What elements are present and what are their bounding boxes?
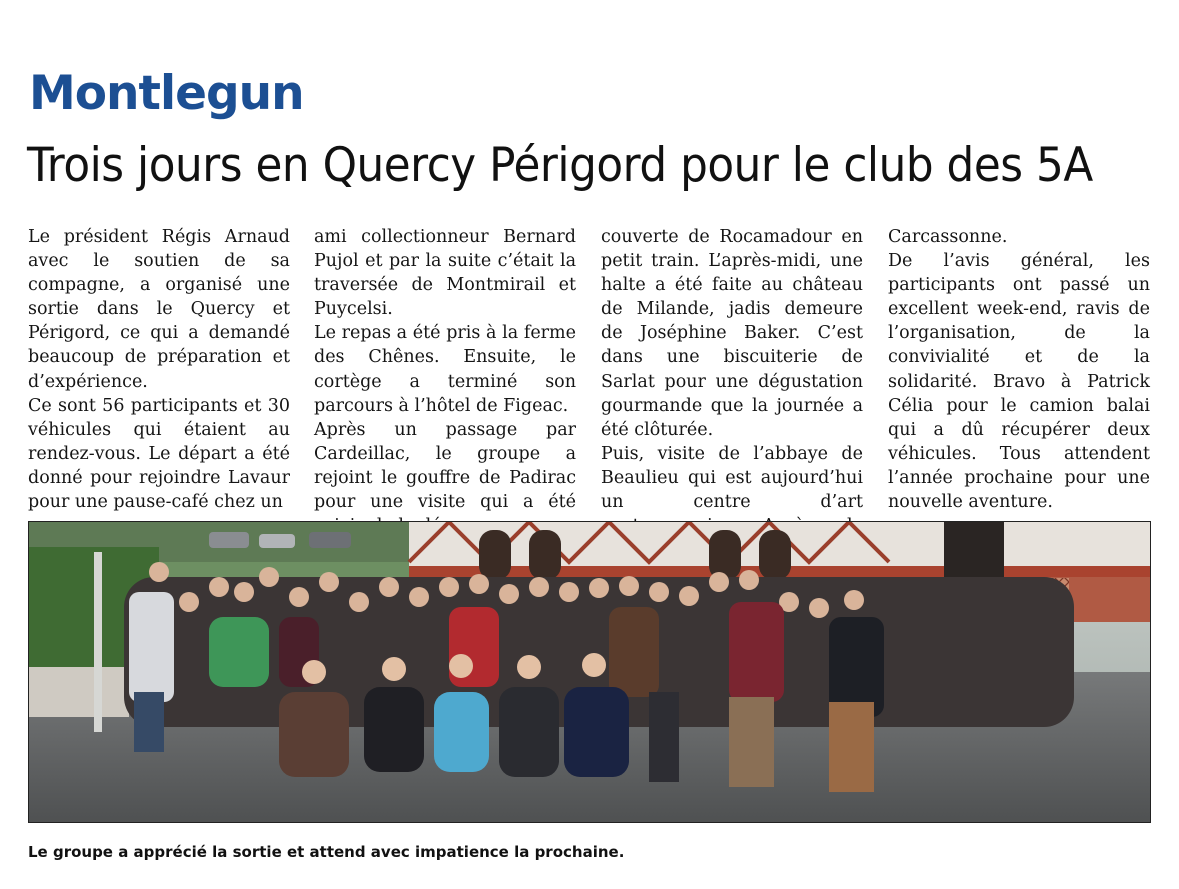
- article-body: [28, 225, 1153, 515]
- photo-caption: Le groupe a apprécié la sortie et attend avec impatience la prochaine.: [28, 843, 625, 861]
- article-column-1: [28, 225, 290, 514]
- paragraph: couverte de Rocamadour en petit train. L’après-midi, une halte a été faite au château de Milande, jadis demeure de Joséphine Baker. C’est dans une biscuiterie de Sarlat pour une dégustation gourmande que la journée a été clôturée.: [601, 227, 863, 440]
- article-column-2: [314, 225, 576, 538]
- paragraph: ami collectionneur Bernard Pujol et par la suite c’était la traversée de Montmirail et Puycelsi.: [314, 227, 576, 320]
- group-photo: [28, 521, 1151, 823]
- article-column-4: [888, 225, 1150, 540]
- article-column-3: [601, 225, 863, 562]
- paragraph: Le président Régis Arnaud avec le soutien de sa compagne, a organisé une sortie dans le Quercy et Périgord, ce qui a demandé beaucoup de préparation et d’expérience.: [28, 227, 290, 392]
- article-kicker: Montlegun: [29, 66, 304, 121]
- paragraph: De l’avis général, les participants ont passé un excellent week-end, ravis de l’organisation, de la convivialité et de la solidarité. Bravo à Patrick Célia pour le camion balai qui a dû récupérer deux véhicules. Tous attendent l’année prochaine pour une nouvelle aventure.: [888, 251, 1150, 513]
- paragraph: Ce sont 56 participants et 30 véhicules qui étaient au rendez-vous. Le départ a été donné pour rejoindre Lavaur pour une pause-café chez un: [28, 395, 290, 513]
- paragraph: Puis, visite de l’abbaye de Beaulieu qui est aujourd’hui un centre d’art: [601, 443, 863, 513]
- article-headline: Trois jours en Quercy Périgord pour le club des 5A: [27, 138, 1093, 193]
- paragraph: Le repas a été pris à la ferme des Chênes. Ensuite, le cortège a terminé son parcours à l’hôtel de Figeac.: [314, 323, 576, 416]
- paragraph: Après un passage par Cardeillac, le groupe a rejoint le gouffre de Padirac pour une visite qui a été: [314, 419, 576, 513]
- paragraph: Carcassonne.: [888, 227, 1008, 247]
